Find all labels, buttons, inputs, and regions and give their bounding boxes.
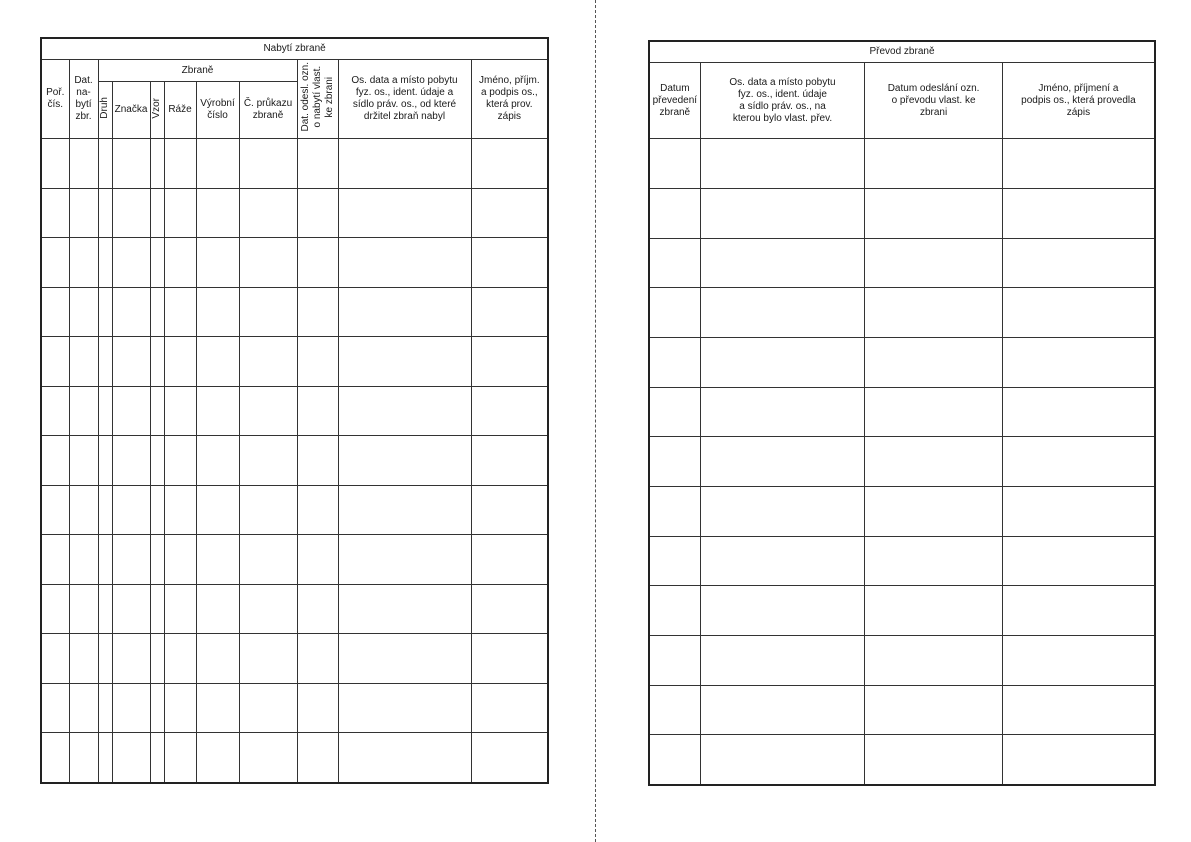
header-jmeno-podpis: Jméno, příjm. a podpis os., která prov. zápis [471, 60, 548, 139]
acquisition-entry-cell[interactable] [297, 485, 338, 535]
acquisition-entry-cell[interactable] [41, 287, 69, 337]
acquisition-entry-cell[interactable] [41, 683, 69, 733]
acquisition-entry-cell[interactable] [41, 485, 69, 535]
transfer-entry-cell[interactable] [1002, 486, 1155, 536]
acquisition-entry-cell[interactable] [164, 386, 196, 436]
header-zbrane-group: Zbraně [98, 60, 297, 82]
acquisition-entry-cell[interactable] [69, 683, 98, 733]
acquisition-entry-cell[interactable] [239, 139, 297, 189]
acquisition-entry-cell[interactable] [150, 436, 164, 486]
transfer-entry-cell[interactable] [865, 635, 1003, 685]
acquisition-entry-cell[interactable] [297, 634, 338, 684]
acquisition-entry-row [41, 287, 548, 337]
acquisition-entry-row [41, 634, 548, 684]
acquisition-entry-cell[interactable] [239, 584, 297, 634]
acquisition-entry-cell[interactable] [98, 287, 112, 337]
transfer-entry-row [649, 238, 1155, 288]
acquisition-entry-cell[interactable] [69, 485, 98, 535]
transfer-entry-cell[interactable] [1002, 188, 1155, 238]
transfer-table [648, 40, 1156, 786]
acquisition-entry-cell[interactable] [98, 188, 112, 238]
acquisition-entry-cell[interactable] [239, 683, 297, 733]
acquisition-entry-cell[interactable] [471, 634, 548, 684]
header-vyrobni-cislo: Výrobní číslo [196, 82, 239, 139]
transfer-entry-cell[interactable] [1002, 139, 1155, 189]
acquisition-entry-cell[interactable] [297, 238, 338, 288]
acquisition-entry-cell[interactable] [69, 337, 98, 387]
acquisition-entry-cell[interactable] [239, 436, 297, 486]
transfer-entry-cell[interactable] [649, 139, 700, 189]
acquisition-entry-cell[interactable] [112, 683, 150, 733]
acquisition-entry-cell[interactable] [239, 634, 297, 684]
acquisition-entry-row [41, 386, 548, 436]
acquisition-entry-cell[interactable] [98, 683, 112, 733]
transfer-entry-cell[interactable] [1002, 536, 1155, 586]
acquisition-entry-cell[interactable] [41, 386, 69, 436]
acquisition-entry-row [41, 584, 548, 634]
transfer-entry-cell[interactable] [1002, 288, 1155, 338]
acquisition-entry-cell[interactable] [297, 584, 338, 634]
acquisition-entry-cell[interactable] [150, 386, 164, 436]
acquisition-entry-cell[interactable] [471, 287, 548, 337]
acquisition-entry-cell[interactable] [41, 535, 69, 585]
transfer-entry-cell[interactable] [700, 387, 865, 437]
transfer-entry-cell[interactable] [700, 337, 865, 387]
transfer-entry-cell[interactable] [649, 288, 700, 338]
transfer-entry-cell[interactable] [649, 437, 700, 487]
acquisition-entry-cell[interactable] [112, 733, 150, 783]
transfer-entry-cell[interactable] [1002, 437, 1155, 487]
transfer-entry-cell[interactable] [1002, 387, 1155, 437]
transfer-entry-cell[interactable] [1002, 735, 1155, 785]
acquisition-entry-row [41, 337, 548, 387]
header-cislo-prukazu: Č. průkazu zbraně [239, 82, 297, 139]
transfer-entry-cell[interactable] [1002, 586, 1155, 636]
transfer-entry-cell[interactable] [865, 238, 1003, 288]
acquisition-entry-cell[interactable] [112, 584, 150, 634]
acquisition-entry-cell[interactable] [164, 287, 196, 337]
acquisition-entry-row [41, 238, 548, 288]
acquisition-entry-cell[interactable] [239, 733, 297, 783]
transfer-entry-cell[interactable] [649, 635, 700, 685]
acquisition-entry-cell[interactable] [41, 436, 69, 486]
acquisition-entry-cell[interactable] [41, 238, 69, 288]
header-datum-nabyti: Dat. na- bytí zbr. [69, 60, 98, 139]
acquisition-entry-cell[interactable] [112, 386, 150, 436]
acquisition-entry-cell[interactable] [196, 238, 239, 288]
header-datum-odeslani-prevod: Datum odeslání ozn. o převodu vlast. ke zbrani [865, 63, 1003, 139]
acquisition-entry-cell[interactable] [471, 238, 548, 288]
acquisition-entry-cell[interactable] [164, 436, 196, 486]
transfer-entry-cell[interactable] [700, 139, 865, 189]
acquisition-entry-cell[interactable] [164, 683, 196, 733]
acquisition-entry-cell[interactable] [69, 139, 98, 189]
acquisition-entry-cell[interactable] [164, 337, 196, 387]
acquisition-entry-cell[interactable] [196, 188, 239, 238]
acquisition-entry-cell[interactable] [297, 337, 338, 387]
header-datum-odeslani: Dat. odesl. ozn. o nabytí vlast. ke zbrani [299, 62, 335, 132]
acquisition-entry-cell[interactable] [338, 188, 471, 238]
acquisition-entry-cell[interactable] [338, 139, 471, 189]
transfer-entry-row [649, 586, 1155, 636]
acquisition-entry-cell[interactable] [150, 485, 164, 535]
acquisition-entry-cell[interactable] [112, 485, 150, 535]
transfer-entry-cell[interactable] [700, 437, 865, 487]
acquisition-title: Nabytí zbraně [41, 38, 548, 60]
acquisition-entry-cell[interactable] [150, 634, 164, 684]
acquisition-entry-cell[interactable] [239, 287, 297, 337]
transfer-entry-cell[interactable] [865, 437, 1003, 487]
acquisition-entry-cell[interactable] [297, 436, 338, 486]
transfer-title: Převod zbraně [649, 41, 1155, 63]
acquisition-entry-cell[interactable] [471, 683, 548, 733]
acquisition-entry-cell[interactable] [150, 337, 164, 387]
transfer-entry-cell[interactable] [865, 536, 1003, 586]
acquisition-entry-cell[interactable] [338, 634, 471, 684]
acquisition-entry-cell[interactable] [69, 188, 98, 238]
transfer-entry-cell[interactable] [700, 685, 865, 735]
transfer-entry-cell[interactable] [1002, 238, 1155, 288]
acquisition-entry-cell[interactable] [112, 535, 150, 585]
acquisition-entry-cell[interactable] [150, 535, 164, 585]
transfer-entry-cell[interactable] [865, 685, 1003, 735]
acquisition-entry-cell[interactable] [41, 139, 69, 189]
acquisition-entry-cell[interactable] [98, 139, 112, 189]
transfer-entry-cell[interactable] [649, 238, 700, 288]
transfer-entry-cell[interactable] [865, 337, 1003, 387]
acquisition-entry-cell[interactable] [164, 238, 196, 288]
acquisition-entry-cell[interactable] [98, 535, 112, 585]
transfer-entry-cell[interactable] [700, 238, 865, 288]
transfer-entry-cell[interactable] [649, 188, 700, 238]
acquisition-entry-cell[interactable] [471, 733, 548, 783]
acquisition-entry-cell[interactable] [41, 733, 69, 783]
header-jmeno-prijmeni-podpis: Jméno, příjmení a podpis os., která provedla zápis [1002, 63, 1155, 139]
acquisition-entry-cell[interactable] [164, 188, 196, 238]
acquisition-entry-row [41, 188, 548, 238]
acquisition-entry-cell[interactable] [164, 584, 196, 634]
header-znacka: Značka [112, 82, 150, 139]
acquisition-entry-cell[interactable] [196, 436, 239, 486]
acquisition-entry-cell[interactable] [239, 238, 297, 288]
transfer-entry-cell[interactable] [700, 288, 865, 338]
acquisition-entry-cell[interactable] [338, 584, 471, 634]
acquisition-entry-cell[interactable] [98, 584, 112, 634]
transfer-entry-cell[interactable] [700, 486, 865, 536]
acquisition-entry-cell[interactable] [98, 386, 112, 436]
acquisition-entry-row [41, 485, 548, 535]
page-fold-divider [595, 0, 596, 842]
acquisition-entry-cell[interactable] [98, 436, 112, 486]
acquisition-entry-cell[interactable] [69, 634, 98, 684]
acquisition-entry-row [41, 733, 548, 783]
acquisition-entry-cell[interactable] [471, 139, 548, 189]
acquisition-entry-cell[interactable] [297, 287, 338, 337]
acquisition-entry-cell[interactable] [150, 287, 164, 337]
acquisition-entry-cell[interactable] [297, 386, 338, 436]
acquisition-entry-cell[interactable] [297, 139, 338, 189]
acquisition-entry-cell[interactable] [297, 683, 338, 733]
acquisition-entry-cell[interactable] [196, 584, 239, 634]
acquisition-entry-row [41, 683, 548, 733]
transfer-entry-row [649, 188, 1155, 238]
transfer-entry-row [649, 387, 1155, 437]
acquisition-entry-cell[interactable] [98, 634, 112, 684]
header-poradove-cislo: Poř. čís. [41, 60, 69, 139]
acquisition-entry-cell[interactable] [69, 535, 98, 585]
acquisition-entry-cell[interactable] [98, 733, 112, 783]
acquisition-entry-cell[interactable] [164, 733, 196, 783]
transfer-entry-row [649, 139, 1155, 189]
transfer-entry-cell[interactable] [700, 536, 865, 586]
acquisition-entry-cell[interactable] [164, 634, 196, 684]
acquisition-entry-cell[interactable] [41, 337, 69, 387]
acquisition-entry-cell[interactable] [112, 436, 150, 486]
acquisition-entry-cell[interactable] [69, 584, 98, 634]
acquisition-entry-cell[interactable] [150, 139, 164, 189]
acquisition-entry-cell[interactable] [297, 188, 338, 238]
acquisition-entry-cell[interactable] [164, 535, 196, 585]
acquisition-entry-cell[interactable] [69, 733, 98, 783]
acquisition-entry-cell[interactable] [196, 386, 239, 436]
acquisition-entry-cell[interactable] [150, 238, 164, 288]
header-druh: Druh [99, 97, 110, 120]
transfer-entry-row [649, 635, 1155, 685]
transfer-entry-cell[interactable] [700, 735, 865, 785]
transfer-entry-row [649, 288, 1155, 338]
acquisition-entry-cell[interactable] [164, 485, 196, 535]
acquisition-entry-cell[interactable] [196, 287, 239, 337]
acquisition-entry-cell[interactable] [196, 139, 239, 189]
header-raze: Ráže [164, 82, 196, 139]
acquisition-entry-cell[interactable] [471, 584, 548, 634]
acquisition-entry-cell[interactable] [471, 386, 548, 436]
acquisition-entry-cell[interactable] [239, 386, 297, 436]
header-datum-prevedeni: Datum převedení zbraně [649, 63, 700, 139]
acquisition-entry-cell[interactable] [239, 535, 297, 585]
acquisition-entry-cell[interactable] [69, 238, 98, 288]
acquisition-entry-cell[interactable] [98, 485, 112, 535]
transfer-entry-cell[interactable] [1002, 337, 1155, 387]
transfer-entry-cell[interactable] [700, 586, 865, 636]
transfer-entry-row [649, 685, 1155, 735]
header-osobni-data: Os. data a místo pobytu fyz. os., ident. údaje a sídlo práv. os., od které držitel zbraň nabyl [338, 60, 471, 139]
acquisition-entry-cell[interactable] [338, 436, 471, 486]
header-vzor: Vzor [151, 97, 162, 119]
transfer-entry-cell[interactable] [649, 486, 700, 536]
transfer-entry-cell[interactable] [865, 188, 1003, 238]
acquisition-entry-cell[interactable] [239, 337, 297, 387]
transfer-entry-row [649, 536, 1155, 586]
transfer-entry-cell[interactable] [700, 188, 865, 238]
acquisition-entry-cell[interactable] [471, 337, 548, 387]
acquisition-entry-cell[interactable] [471, 436, 548, 486]
transfer-entry-cell[interactable] [700, 635, 865, 685]
transfer-entry-cell[interactable] [649, 387, 700, 437]
acquisition-table [40, 37, 549, 784]
transfer-entry-cell[interactable] [649, 586, 700, 636]
acquisition-entry-row [41, 436, 548, 486]
acquisition-entry-cell[interactable] [112, 139, 150, 189]
acquisition-entry-cell[interactable] [112, 634, 150, 684]
transfer-entry-cell[interactable] [865, 486, 1003, 536]
acquisition-entry-cell[interactable] [196, 535, 239, 585]
acquisition-entry-cell[interactable] [41, 634, 69, 684]
transfer-entry-cell[interactable] [649, 337, 700, 387]
acquisition-entry-cell[interactable] [239, 485, 297, 535]
header-druh-cell [98, 82, 112, 139]
transfer-entry-row [649, 735, 1155, 785]
transfer-entry-cell[interactable] [649, 685, 700, 735]
acquisition-entry-cell[interactable] [471, 188, 548, 238]
transfer-entry-cell[interactable] [865, 586, 1003, 636]
transfer-entry-cell[interactable] [865, 735, 1003, 785]
transfer-entry-row [649, 437, 1155, 487]
transfer-entry-row [649, 337, 1155, 387]
transfer-entry-cell[interactable] [1002, 635, 1155, 685]
acquisition-entry-cell[interactable] [150, 188, 164, 238]
acquisition-entry-cell[interactable] [338, 238, 471, 288]
acquisition-entry-cell[interactable] [112, 238, 150, 288]
acquisition-entry-cell[interactable] [112, 188, 150, 238]
header-vzor-cell [150, 82, 164, 139]
transfer-entry-row [649, 486, 1155, 536]
acquisition-entry-cell[interactable] [69, 287, 98, 337]
acquisition-entry-cell[interactable] [69, 386, 98, 436]
header-datum-odeslani-cell [297, 60, 338, 139]
acquisition-entry-row [41, 139, 548, 189]
acquisition-entry-cell[interactable] [471, 485, 548, 535]
acquisition-entry-cell[interactable] [297, 535, 338, 585]
acquisition-entry-cell[interactable] [196, 337, 239, 387]
acquisition-entry-cell[interactable] [150, 584, 164, 634]
acquisition-entry-cell[interactable] [150, 733, 164, 783]
acquisition-entry-cell[interactable] [338, 337, 471, 387]
acquisition-entry-cell[interactable] [338, 683, 471, 733]
acquisition-entry-cell[interactable] [98, 238, 112, 288]
transfer-entry-cell[interactable] [865, 139, 1003, 189]
acquisition-entry-cell[interactable] [69, 436, 98, 486]
acquisition-entry-cell[interactable] [239, 188, 297, 238]
transfer-entry-cell[interactable] [1002, 685, 1155, 735]
acquisition-entry-cell[interactable] [196, 485, 239, 535]
acquisition-entry-cell[interactable] [41, 584, 69, 634]
acquisition-entry-cell[interactable] [112, 337, 150, 387]
acquisition-entry-cell[interactable] [338, 733, 471, 783]
acquisition-entry-cell[interactable] [196, 683, 239, 733]
transfer-entry-cell[interactable] [649, 536, 700, 586]
acquisition-entry-cell[interactable] [150, 683, 164, 733]
acquisition-entry-cell[interactable] [112, 287, 150, 337]
acquisition-entry-cell[interactable] [471, 535, 548, 585]
transfer-entry-cell[interactable] [865, 387, 1003, 437]
transfer-entry-cell[interactable] [649, 735, 700, 785]
acquisition-entry-cell[interactable] [338, 485, 471, 535]
transfer-entry-cell[interactable] [865, 288, 1003, 338]
header-osobni-data-prevod: Os. data a místo pobytu fyz. os., ident. údaje a sídlo práv. os., na kterou bylo vlast. přev. [700, 63, 865, 139]
acquisition-entry-cell[interactable] [297, 733, 338, 783]
acquisition-entry-cell[interactable] [338, 287, 471, 337]
acquisition-entry-cell[interactable] [98, 337, 112, 387]
acquisition-entry-cell[interactable] [338, 386, 471, 436]
acquisition-entry-cell[interactable] [338, 535, 471, 585]
acquisition-entry-cell[interactable] [164, 139, 196, 189]
acquisition-entry-cell[interactable] [196, 733, 239, 783]
acquisition-entry-cell[interactable] [196, 634, 239, 684]
acquisition-entry-cell[interactable] [41, 188, 69, 238]
acquisition-entry-row [41, 535, 548, 585]
